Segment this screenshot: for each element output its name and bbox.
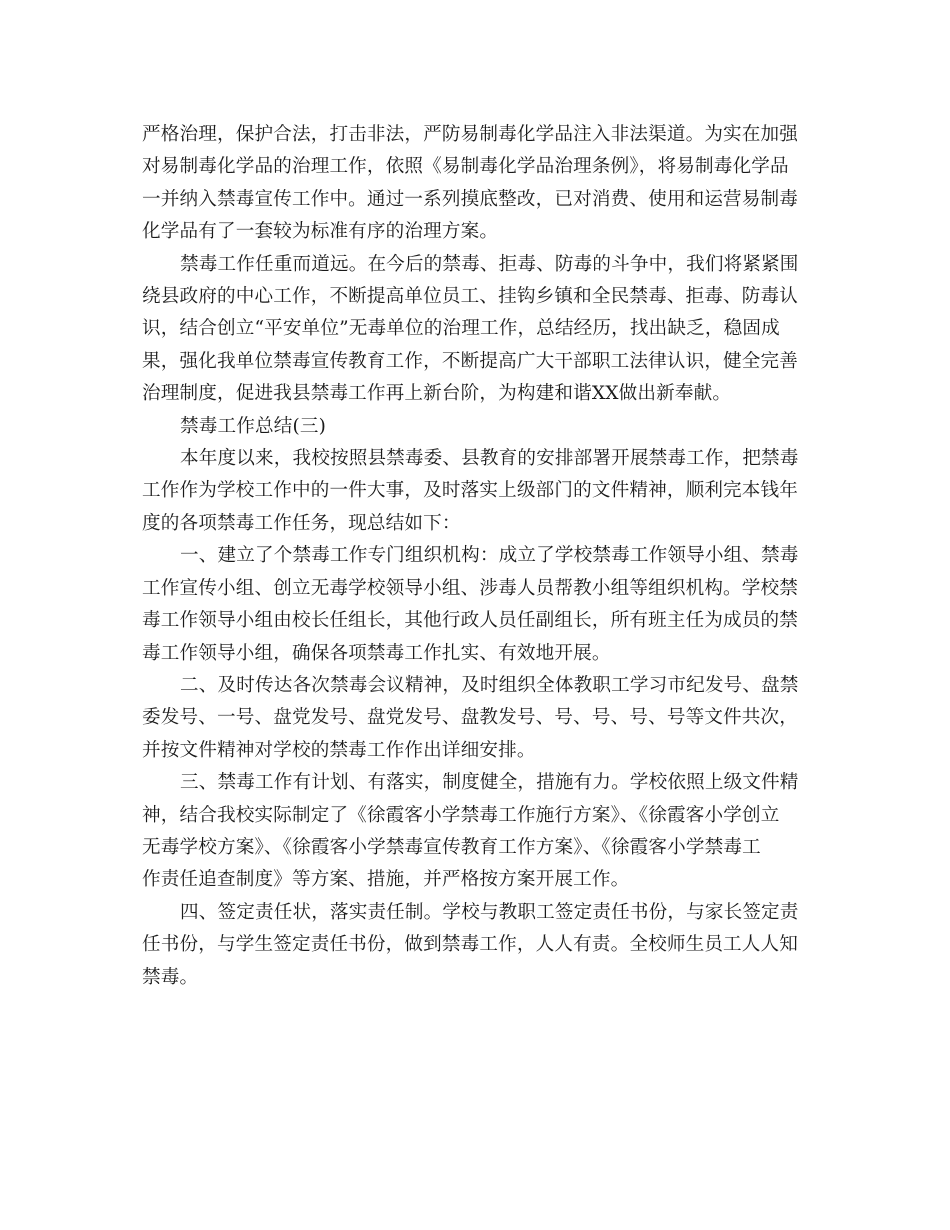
section-heading [142,411,810,443]
text-line: 毒工作领导小组由校长任组长，其他行政人员任副组长，所有班主任为成员的禁 [142,610,799,632]
paragraph-continuation [142,119,810,249]
paragraph-item-2 [142,670,810,767]
text-line: 并按文件精神对学校的禁毒工作作出详细安排。 [142,739,536,761]
section-title: 禁毒工作总结(三) [180,415,327,437]
text-line: 禁毒工作任重而道远。在今后的禁毒、拒毒、防毒的斗争中，我们将紧紧围 [180,253,799,275]
text-line: 识，结合创立“平安单位”无毒单位的治理工作，总结经历，找出缺乏，稳固成 [142,318,780,340]
text-line: 治理制度，促进我县禁毒工作再上新台阶，为构建和谐XX做出新奉献。 [142,383,732,405]
text-line: 无毒学校方案》、《徐霞客小学禁毒宣传教育工作方案》、《徐霞客小学禁毒工 [142,836,761,858]
text-line: 作责任追查制度》等方案、措施，并严格按方案开展工作。 [142,869,630,891]
text-line: 严格治理，保护合法，打击非法，严防易制毒化学品注入非法渠道。为实在加强 [142,124,799,145]
text-line: 二、及时传达各次禁毒会议精神，及时组织全体教职工学习市纪发号、盘禁 [180,674,799,696]
text-line: 一、建立了个禁毒工作专门组织机构：成立了学校禁毒工作领导小组、禁毒 [180,545,799,567]
text-line: 工作作为学校工作中的一件大事，及时落实上级部门的文件精神，顺利完本钱年 [142,480,799,502]
text-line: 神，结合我校实际制定了《徐霞客小学禁毒工作施行方案》、《徐霞客小学创立 [142,804,780,826]
paragraph-conclusion [142,249,810,411]
text-line: 四、签定责任状，落实责任制。学校与教职工签定责任书份，与家长签定责 [180,901,799,923]
text-line: 度的各项禁毒工作任务，现总结如下： [142,512,461,534]
text-line: 对易制毒化学品的治理工作，依照《易制毒化学品治理条例》，将易制毒化学品 [142,156,789,178]
paragraph-intro [142,443,810,540]
text-line: 一并纳入禁毒宣传工作中。通过一系列摸底整改，已对消费、使用和运营易制毒 [142,188,799,210]
text-line: 禁毒。 [142,966,199,988]
paragraph-item-4 [142,897,810,994]
paragraph-item-1 [142,540,810,670]
text-line: 本年度以来，我校按照县禁毒委、县教育的安排部署开展禁毒工作，把禁毒 [180,448,799,470]
text-line: 绕县政府的中心工作，不断提高单位员工、挂钩乡镇和全民禁毒、拒毒、防毒认 [142,286,799,308]
paragraph-item-3 [142,767,810,897]
text-line: 任书份，与学生签定责任书份，做到禁毒工作，人人有责。全校师生员工人人知 [142,934,799,956]
document-body [142,119,810,994]
text-line: 毒工作领导小组，确保各项禁毒工作扎实、有效地开展。 [142,642,611,664]
text-line: 果，强化我单位禁毒宣传教育工作，不断提高广大干部职工法律认识，健全完善 [142,350,799,372]
text-line: 工作宣传小组、创立无毒学校领导小组、涉毒人员帮教小组等组织机构。学校禁 [142,577,799,599]
text-line: 委发号、一号、盘党发号、盘党发号、盘教发号、号、号、号、号等文件共次， [142,707,799,729]
text-line: 化学品有了一套较为标准有序的治理方案。 [142,221,499,243]
text-line: 三、禁毒工作有计划、有落实，制度健全，措施有力。学校依照上级文件精 [180,772,799,794]
